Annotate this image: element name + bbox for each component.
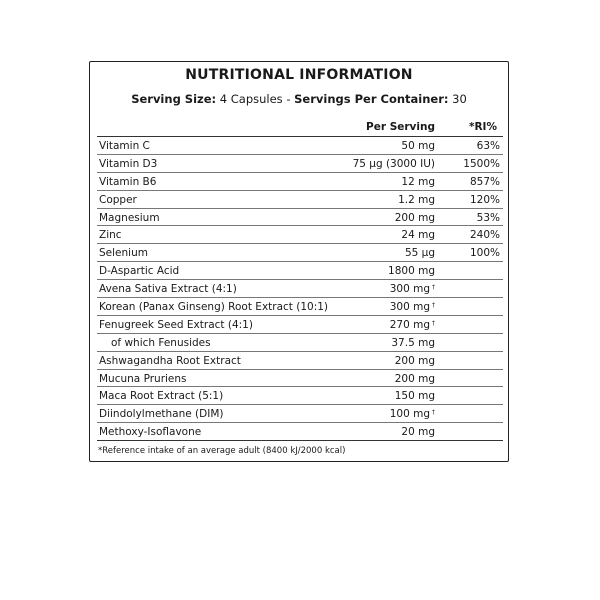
row-name: Korean (Panax Ginseng) Root Extract (10:1) [99,301,329,314]
row-per-serving-value: 24 mg [401,229,435,242]
dagger-mark: † [432,302,435,310]
row-name: Selenium [99,247,148,260]
dagger-mark: † [432,284,435,292]
row-per-serving-value: 200 mg [394,211,435,224]
table-row [97,244,503,262]
serving-size-value: 4 Capsules - [219,92,291,106]
footnote: *Reference intake of an average adult (8400 kJ/2000 kcal) [98,446,346,456]
row-per-serving [401,140,435,152]
row-per-serving-value: 100 mg [389,408,430,421]
row-name: Vitamin C [99,140,150,152]
row-ri: 63% [476,140,500,152]
row-per-serving [390,408,435,420]
row-name: Diindolylmethane (DIM) [99,408,224,421]
serving-size-label: Serving Size: [131,92,217,106]
table-row [97,137,503,155]
table-row [97,352,503,370]
row-name: Fenugreek Seed Extract (4:1) [99,318,253,331]
table-row [97,298,503,316]
row-per-serving-value: 75 µg (3000 IU) [352,157,435,170]
row-per-serving [395,390,435,402]
row-per-serving [398,194,435,206]
row-per-serving-value: 12 mg [401,175,435,188]
row-per-serving-value: 20 mg [401,426,435,439]
row-per-serving-value: 1.2 mg [398,193,435,206]
table-row [97,405,503,423]
table-row [97,370,503,388]
row-name: Maca Root Extract (5:1) [99,390,224,403]
row-per-serving-value: 37.5 mg [391,336,435,349]
row-per-serving-value: 270 mg [389,318,430,331]
panel-title: NUTRITIONAL INFORMATION [185,67,413,83]
row-per-serving-value: 150 mg [394,390,435,403]
table-body [97,137,503,441]
row-per-serving [395,212,435,224]
row-ri: 857% [469,175,500,188]
row-per-serving-value: 300 mg [389,283,430,296]
table-row [97,423,503,441]
row-per-serving-value: 200 mg [394,372,435,385]
header-per-serving: Per Serving [366,121,435,133]
row-ri: 120% [469,193,500,206]
row-per-serving [390,319,435,331]
nutrition-table [97,119,503,441]
row-name: Vitamin B6 [99,175,157,188]
row-per-serving-value: 200 mg [394,354,435,367]
row-per-serving [390,301,435,313]
row-name: Methoxy-Isoflavone [99,426,202,439]
row-name: D-Aspartic Acid [99,265,180,278]
row-per-serving-value: 50 mg [401,140,435,152]
row-ri: 100% [469,247,500,260]
dagger-mark: † [432,409,435,417]
row-name: Mucuna Pruriens [99,372,187,385]
row-name: Ashwagandha Root Extract [99,354,241,367]
nutrition-panel [89,61,509,462]
header-ri: *RI% [468,121,497,133]
row-per-serving [405,247,435,259]
row-per-serving [391,337,435,349]
row-per-serving [395,355,435,367]
table-row [97,226,503,244]
row-ri: 1500% [463,157,500,170]
row-ri: 240% [469,229,500,242]
row-name: Magnesium [99,211,160,224]
row-name: of which Fenusides [111,336,211,349]
table-row [97,387,503,405]
row-per-serving [395,373,435,385]
row-name: Zinc [99,229,122,242]
row-ri: 53% [476,211,500,224]
dagger-mark: † [432,319,435,327]
table-row [97,316,503,334]
table-row [97,262,503,280]
row-name: Copper [99,193,137,206]
table-row [97,155,503,173]
table-row [97,280,503,298]
row-per-serving [401,229,435,241]
table-row [97,173,503,191]
row-per-serving-value: 1800 mg [388,265,435,278]
table-row [97,209,503,227]
table-row [97,191,503,209]
row-name: Vitamin D3 [99,157,158,170]
row-per-serving [390,283,435,295]
servings-per-container-value: 30 [452,92,467,106]
table-header [97,119,503,137]
row-name: Avena Sativa Extract (4:1) [99,283,237,296]
row-per-serving-value: 300 mg [389,301,430,314]
servings-per-container-label: Servings Per Container: [294,92,449,106]
row-per-serving-value: 55 µg [404,247,435,260]
row-per-serving [353,158,435,170]
row-per-serving [388,265,435,277]
row-per-serving [401,426,435,438]
row-per-serving [401,176,435,188]
table-row [97,334,503,352]
serving-info [90,92,508,106]
